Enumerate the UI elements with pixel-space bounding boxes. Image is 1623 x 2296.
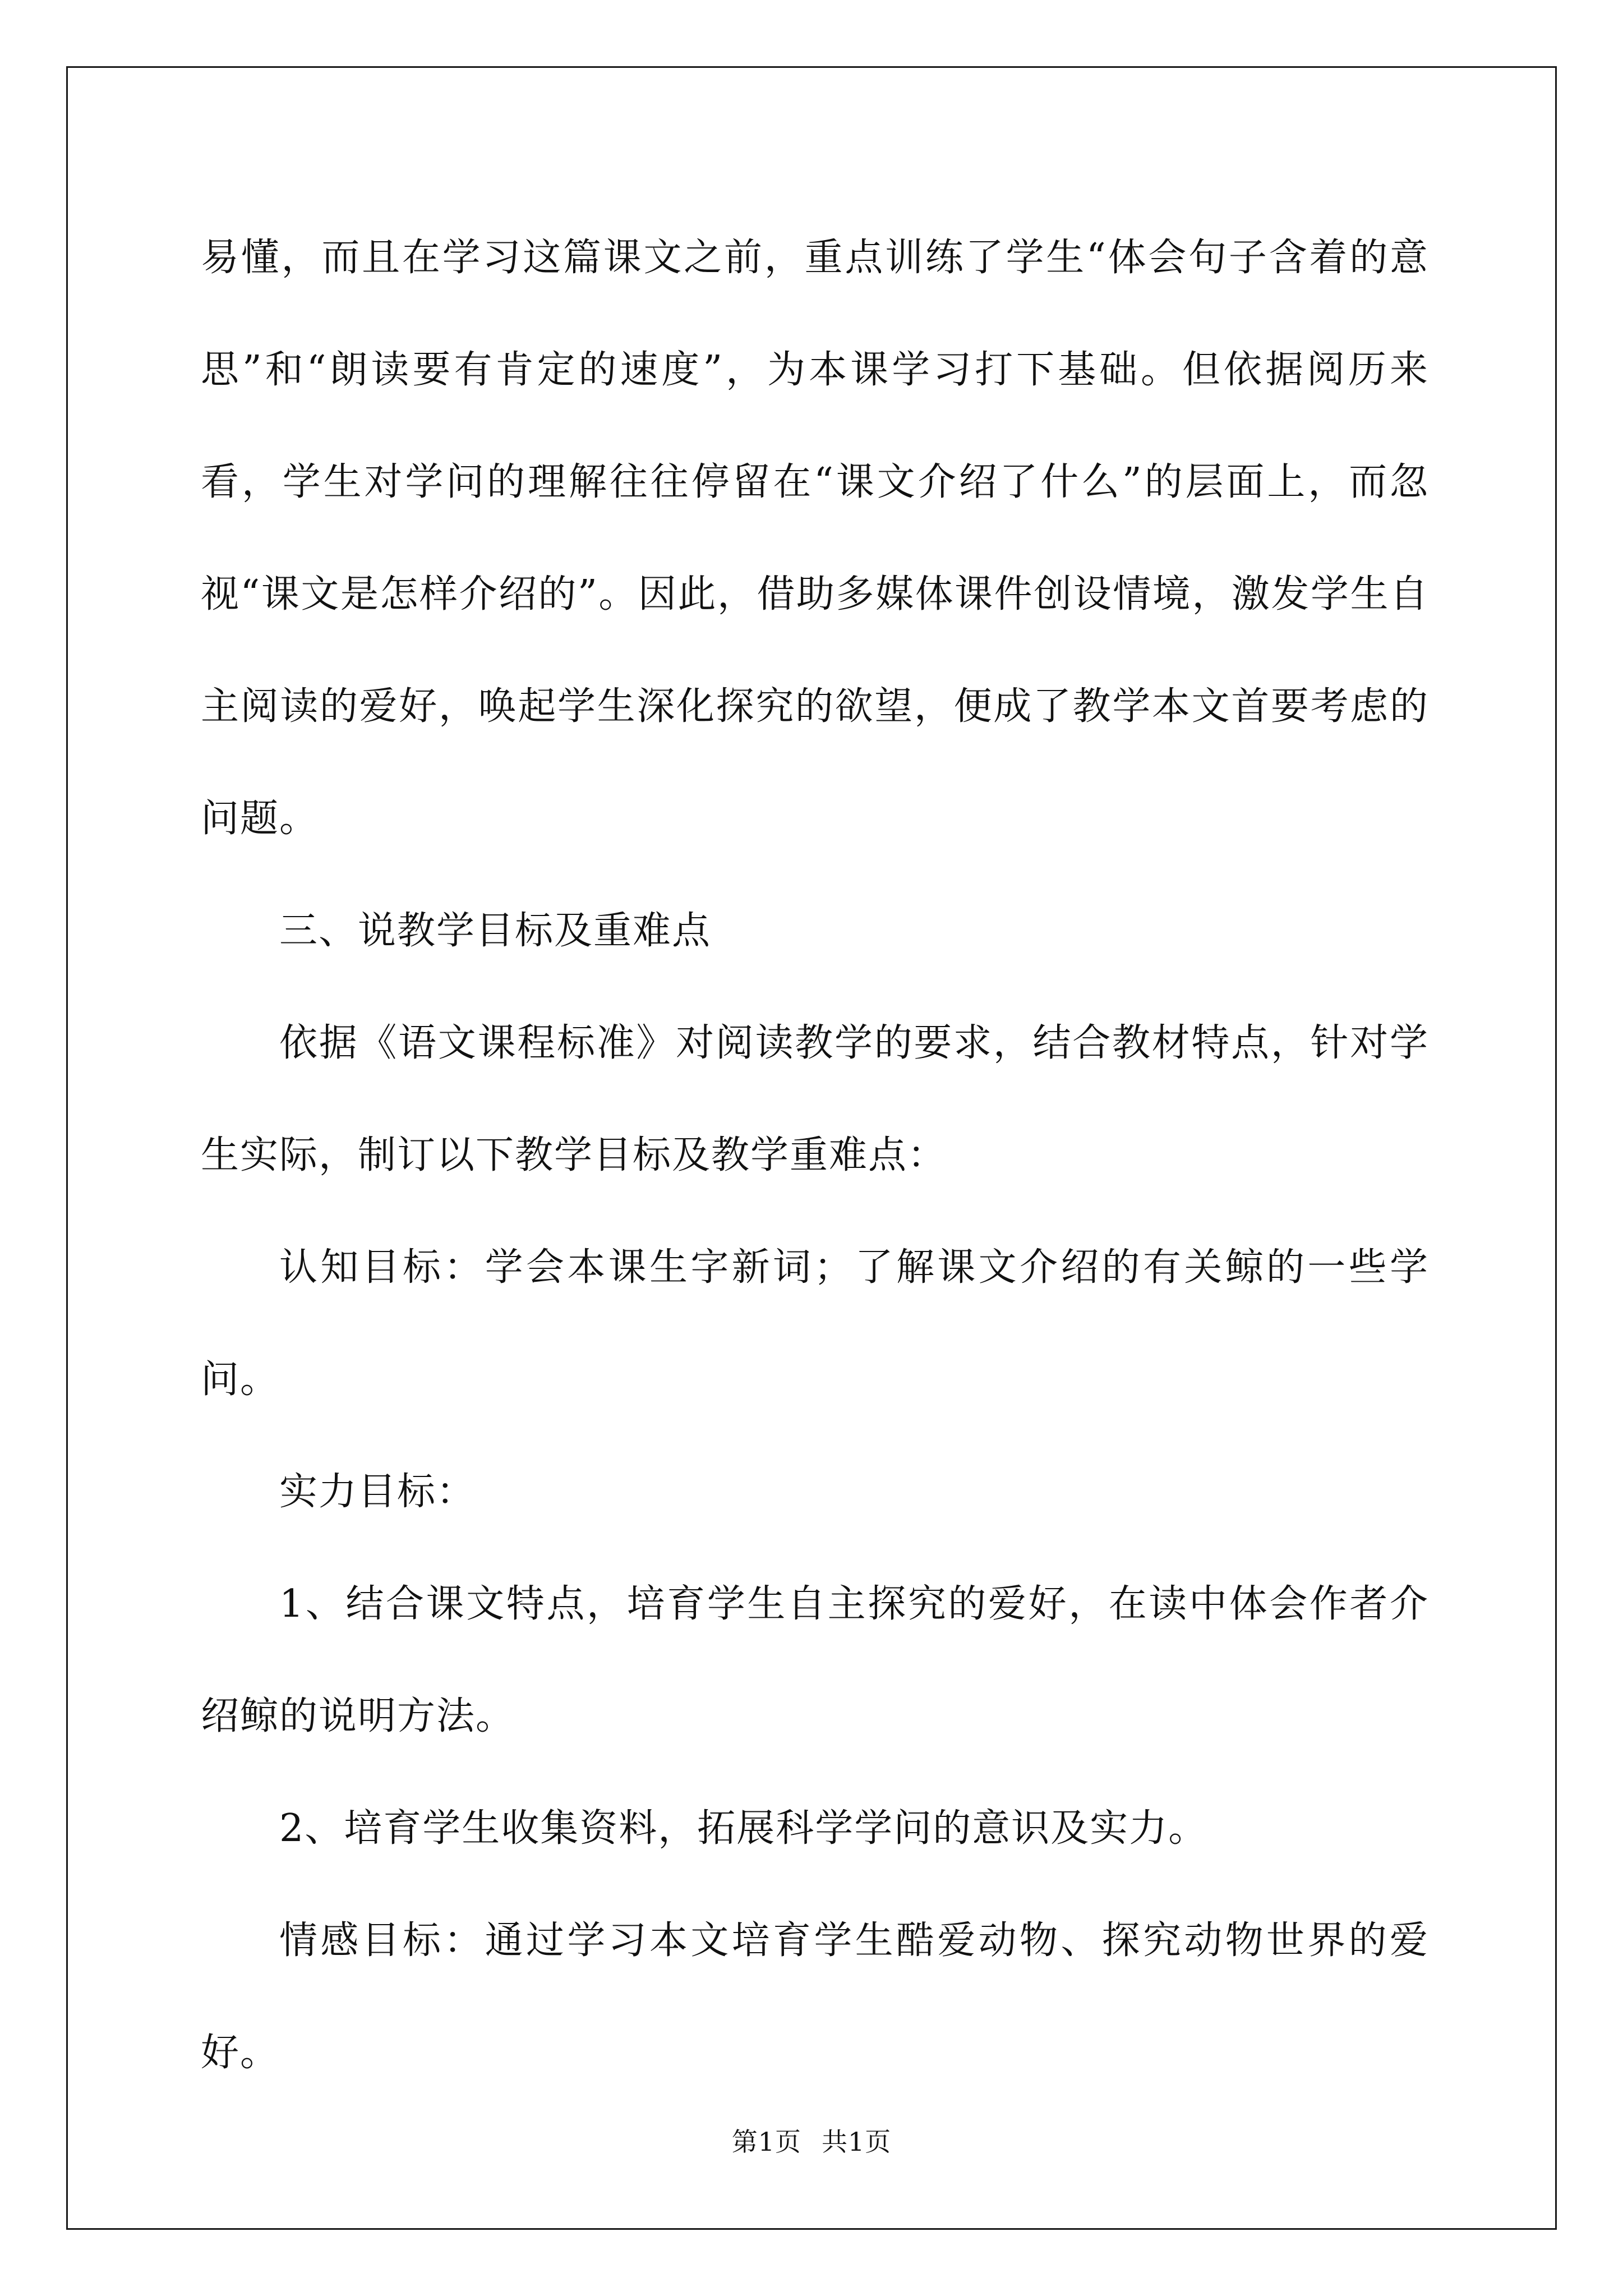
section-heading: 三、说教学目标及重难点 (279, 909, 712, 953)
page-footer (0, 2125, 1623, 2159)
document-body (201, 202, 1429, 2109)
page-number-current: 第1页 (731, 2127, 801, 2157)
paragraph-emotion-goal: 情感目标：通过学习本文培育学生酷爱动物、探究动物世界的爱好。 (201, 1918, 1429, 2075)
page-number-total: 共1页 (822, 2127, 892, 2157)
paragraph-continuation: 易懂，而且在学习这篇课文之前，重点训练了学生“体会句子含着的意思”和“朗读要有肯定的速度”，为本课学习打下基础。但依据阅历来看，学生对学问的理解往往停留在“课文介绍了什么”的层面上，而忽视“课文是怎样介绍的”。因此，借助多媒体课件创设情境，激发学生自主阅读的爱好，唤起学生深化探究的欲望，便成了教学本文首要考虑的问题。 (201, 236, 1429, 841)
paragraph-cognitive-goal: 认知目标：学会本课生字新词；了解课文介绍的有关鲸的一些学问。 (201, 1245, 1429, 1402)
paragraph-ability-goal-2: 2、培育学生收集资料，拓展科学学问的意识及实力。 (279, 1806, 1208, 1851)
paragraph-ability-goal-1: 1、结合课文特点，培育学生自主探究的爱好，在读中体会作者介绍鲸的说明方法。 (201, 1582, 1429, 1738)
paragraph-ability-heading: 实力目标： (279, 1470, 476, 1514)
paragraph-intro: 依据《语文课程标准》对阅读教学的要求，结合教材特点，针对学生实际，制订以下教学目标及教学重难点： (201, 1021, 1429, 1177)
